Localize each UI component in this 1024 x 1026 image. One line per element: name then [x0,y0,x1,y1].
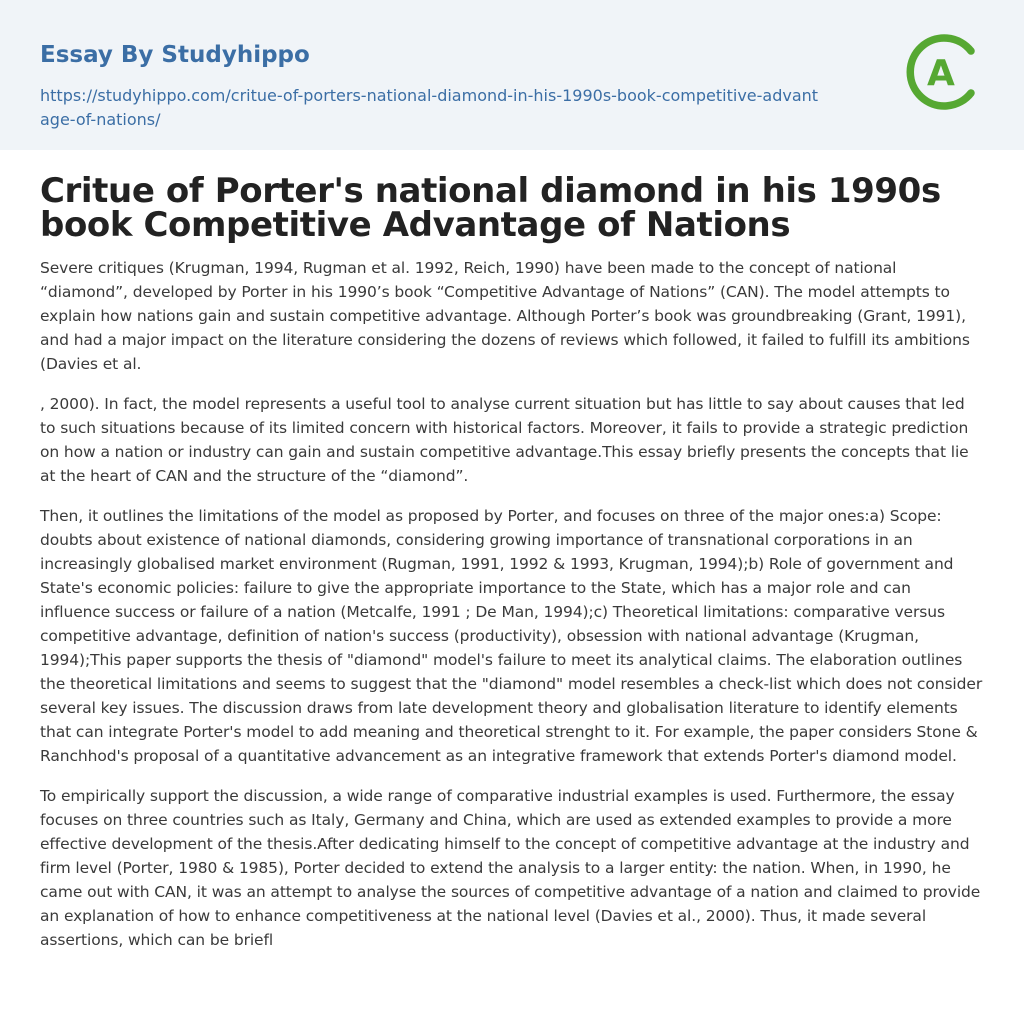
brand-title: Essay By Studyhippo [40,42,310,68]
source-url-link[interactable]: https://studyhippo.com/critue-of-porters-national-diamond-in-his-1990s-book-competitive-advantage-of-nations/ [40,86,819,129]
article-paragraph: , 2000). In fact, the model represents a useful tool to analyse current situation but has little to say about causes that led to such situations because of its limited concern with historical factors. Moreover, it fails to provide a strategic prediction on how a nation or industry can gain and sustain competitive advantage.This essay briefly presents the concepts that lie at the heart of CAN and the structure of the “diamond”. [40,395,969,485]
article-paragraph: To empirically support the discussion, a wide range of comparative industrial examples is used. Furthermore, the essay focuses on three countries such as Italy, Germany and China, which are used as extended examples to provide a more effective development of the thesis.After dedicating himself to the concept of competitive advantage at the industry and firm level (Porter, 1980 & 1985), Porter decided to extend the analysis to a larger entity: the nation. When, in 1990, he came out with CAN, it was an attempt to analyse the sources of competitive advantage of a nation and claimed to provide an explanation of how to enhance competitiveness at the national level (Davies et al., 2000). Thus, it made several assertions, which can be briefl [40,787,981,949]
article-body [0,171,1024,952]
studyhippo-logo-icon[interactable] [900,30,984,114]
article-paragraph: Severe critiques (Krugman, 1994, Rugman et al. 1992, Reich, 1990) have been made to the concept of national “diamond”, developed by Porter in his 1990’s book “Competitive Advantage of Nations” (CAN). The model attempts to explain how nations gain and sustain competitive advantage. Although Porter’s book was groundbreaking (Grant, 1991), and had a major impact on the literature considering the dozens of reviews which followed, it failed to fulfill its ambitions (Davies et al. [40,259,970,373]
article-paragraph: Then, it outlines the limitations of the model as proposed by Porter, and focuses on three of the major ones:a) Scope: doubts about existence of national diamonds, considering growing importance of transnational corporations in an increasingly globalised market environment (Rugman, 1991, 1992 & 1993, Krugman, 1994);b) Role of government and State's economic policies: failure to give the appropriate importance to the State, which has a major role and can influence success or failure of a nation (Metcalfe, 1991 ; De Man, 1994);c) Theoretical limitations: comparative versus competitive advantage, definition of nation's success (productivity), obsession with national advantage (Krugman, 1994);This paper supports the thesis of "diamond" model's failure to meet its analytical claims. The elaboration outlines the theoretical limitations and seems to suggest that the "diamond" model resembles a check-list which does not consider several key issues. The discussion draws from late development theory and globalisation literature to identify elements that can integrate Porter's model to add meaning and theoretical strenght to it. For example, the paper considers Stone & Ranchhod's proposal of a quantitative advancement as an integrative framework that extends Porter's diamond model. [40,507,983,765]
logo-letter: A [927,53,955,94]
article-title: Critue of Porter's national diamond in his 1990s book Competitive Advantage of Nations [40,171,941,245]
page-header [0,0,1024,150]
